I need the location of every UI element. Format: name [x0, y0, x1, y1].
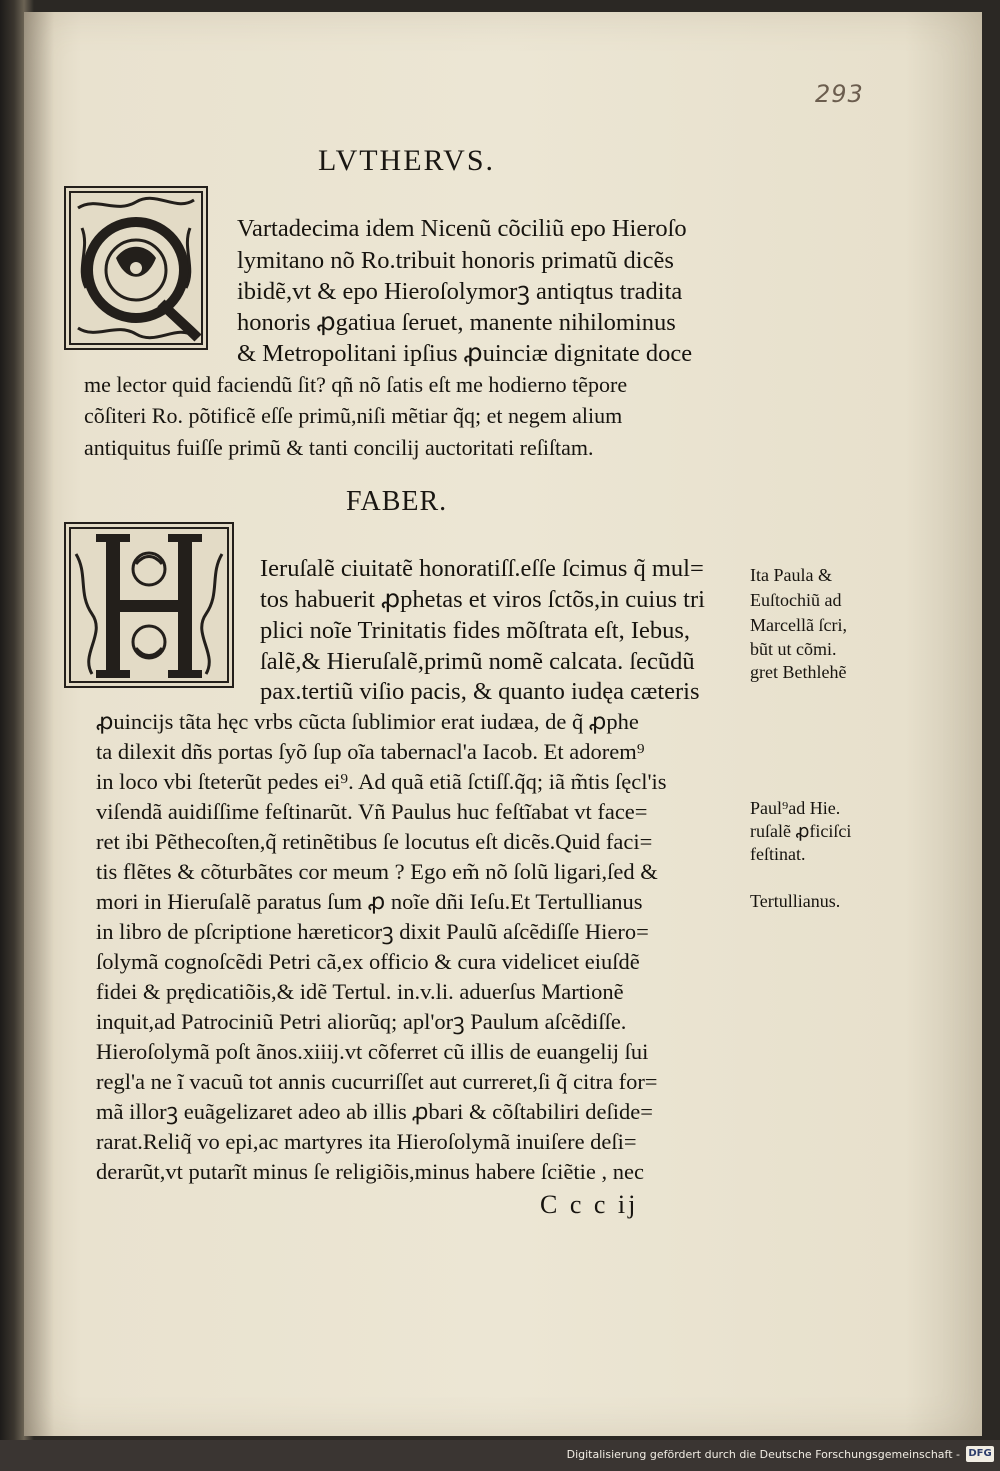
decorated-initial-h [64, 522, 234, 688]
text-line: Ieruſalẽ ciuitatẽ honoratiſſ.eſſe ſcimus q̃ mul= [260, 555, 704, 582]
text-line: rarat.Reliq̃ vo epi,ac martyres ita Hieroſolymã inuiſere deſi= [96, 1129, 637, 1154]
margin-note-line: bũt ut cõmi. [750, 639, 837, 659]
text-line: inquit,ad Patrociniũ Petri aliorũq; apl'orꝫ Paulum aſcẽdiſſe. [96, 1009, 627, 1034]
text-line: plici noĩe Trinitatis fides mõſtrata eſt, Iebus, [260, 617, 691, 644]
margin-note-line: feſtinat. [750, 844, 806, 864]
text-line: ta dilexit dñs portas ſyõ ſup oĩa tabernacl'a Iacob. Et adorem⁹ [96, 739, 645, 764]
text-line: tis flẽtes & cõturbãtes cor meum ? Ego em̃ nõ ſolũ ligari,ſed & [96, 859, 658, 884]
margin-note-line: gret Bethlehẽ [750, 662, 847, 682]
margin-note-line: Paul⁹ad Hie. [750, 798, 841, 818]
margin-note-line: Ita Paula & [750, 565, 832, 585]
text-line: in libro de pſcriptione hæreticorꝫ dixit Paulũ aſcẽdiſſe Hiero= [96, 919, 649, 944]
margin-note-line: Euſtochiũ ad [750, 590, 842, 610]
margin-note-line: ruſalẽ ꝓficiſci [750, 821, 852, 841]
decorated-initial-q-image [66, 188, 206, 348]
dfg-logo: DFG [966, 1446, 994, 1462]
footer-credit: Digitalisierung gefördert durch die Deutsche Forschungsgemeinschaft - [566, 1448, 960, 1461]
margin-note-line: Marcellã ſcri, [750, 615, 847, 635]
footer-bar [0, 1440, 1000, 1471]
text-line: regl'a ne ĩ vacuũ tot annis cucurriſſet aut curreret,ſi q̃ citra for= [96, 1069, 658, 1094]
text-line: Hieroſolymã poſt ãnos.xiiij.vt cõferret cũ illis de euangelij ſui [96, 1039, 649, 1064]
text-line: mori in Hieruſalẽ paratus ſum ꝓ noĩe dñi Ieſu.Et Tertullianus [96, 889, 643, 914]
folio-number: 293 [815, 80, 864, 108]
text-line: pax.tertiũ viſio pacis, & quanto iudęa cæteris [260, 678, 700, 705]
text-line: ibidẽ,vt & epo Hieroſolymorꝫ antiqtus tradita [237, 278, 683, 305]
text-line: ſolymã cognoſcẽdi Petri cã,ex officio & cura videlicet eiuſdẽ [96, 949, 640, 974]
decorated-initial-h-image [66, 524, 232, 686]
text-line: fidei & prędicatiõis,& idẽ Tertul. in.v.li. aduerſus Martionẽ [96, 979, 624, 1004]
text-line: ret ibi Pẽthecoſten,q̃ retinẽtibus ſe locutus eſt dicẽs.Quid faci= [96, 829, 653, 854]
spine-shadow [24, 12, 54, 1436]
text-line: ꝓuincijs tãta hęc vrbs cũcta ſublimior erat iudæa, de q̃ ꝓphe [96, 709, 639, 734]
signature-mark: C c c ij [540, 1190, 639, 1219]
text-line: mã illorꝫ euãgelizaret adeo ab illis ꝓbari & cõſtabiliri deſide= [96, 1099, 653, 1124]
text-line: in loco vbi ſteterũt pedes ei⁹. Ad quã etiã ſctiſſ.q̃q; iã m̃tis ſęcl'is [96, 769, 667, 794]
text-line: honoris ꝓgatiua ſeruet, manente nihilominus [237, 309, 676, 336]
heading-faber: FABER. [346, 486, 448, 517]
text-line: lymitano nõ Ro.tribuit honoris primatũ dicẽs [237, 247, 674, 274]
text-line: & Metropolitani ipſius ꝓuinciæ dignitate doce [237, 340, 693, 367]
text-line: antiquitus fuiſſe primũ & tanti concilij auctoritati reſiſtam. [84, 435, 594, 460]
text-line: cõſiteri Ro. põtificẽ eſſe primũ,niſi mẽtiar q̃q; et negem alium [84, 403, 623, 428]
text-line: ſalẽ,& Hieruſalẽ,primũ nomẽ calcata. ſecũdũ [260, 648, 695, 675]
margin-note-line: Tertullianus. [750, 891, 841, 911]
text-line: me lector quid faciendũ ſit? qñ nõ ſatis eſt me hodierno tẽpore [84, 372, 628, 397]
text-line: derarũt,vt putarĩt minus ſe religiõis,minus habere ſciẽtie , nec [96, 1159, 644, 1184]
heading-luther: LVTHERVS. [318, 144, 496, 177]
decorated-initial-q [64, 186, 208, 350]
text-line: viſendã auidiſſime feſtinarũt. Vñ Paulus huc feſtĩabat vt face= [96, 799, 648, 824]
text-line: tos habuerit ꝓphetas et viros ſctõs,in cuius tri [260, 586, 705, 613]
text-line: Vartadecima idem Nicenũ cõciliũ epo Hieroſo [237, 215, 687, 242]
